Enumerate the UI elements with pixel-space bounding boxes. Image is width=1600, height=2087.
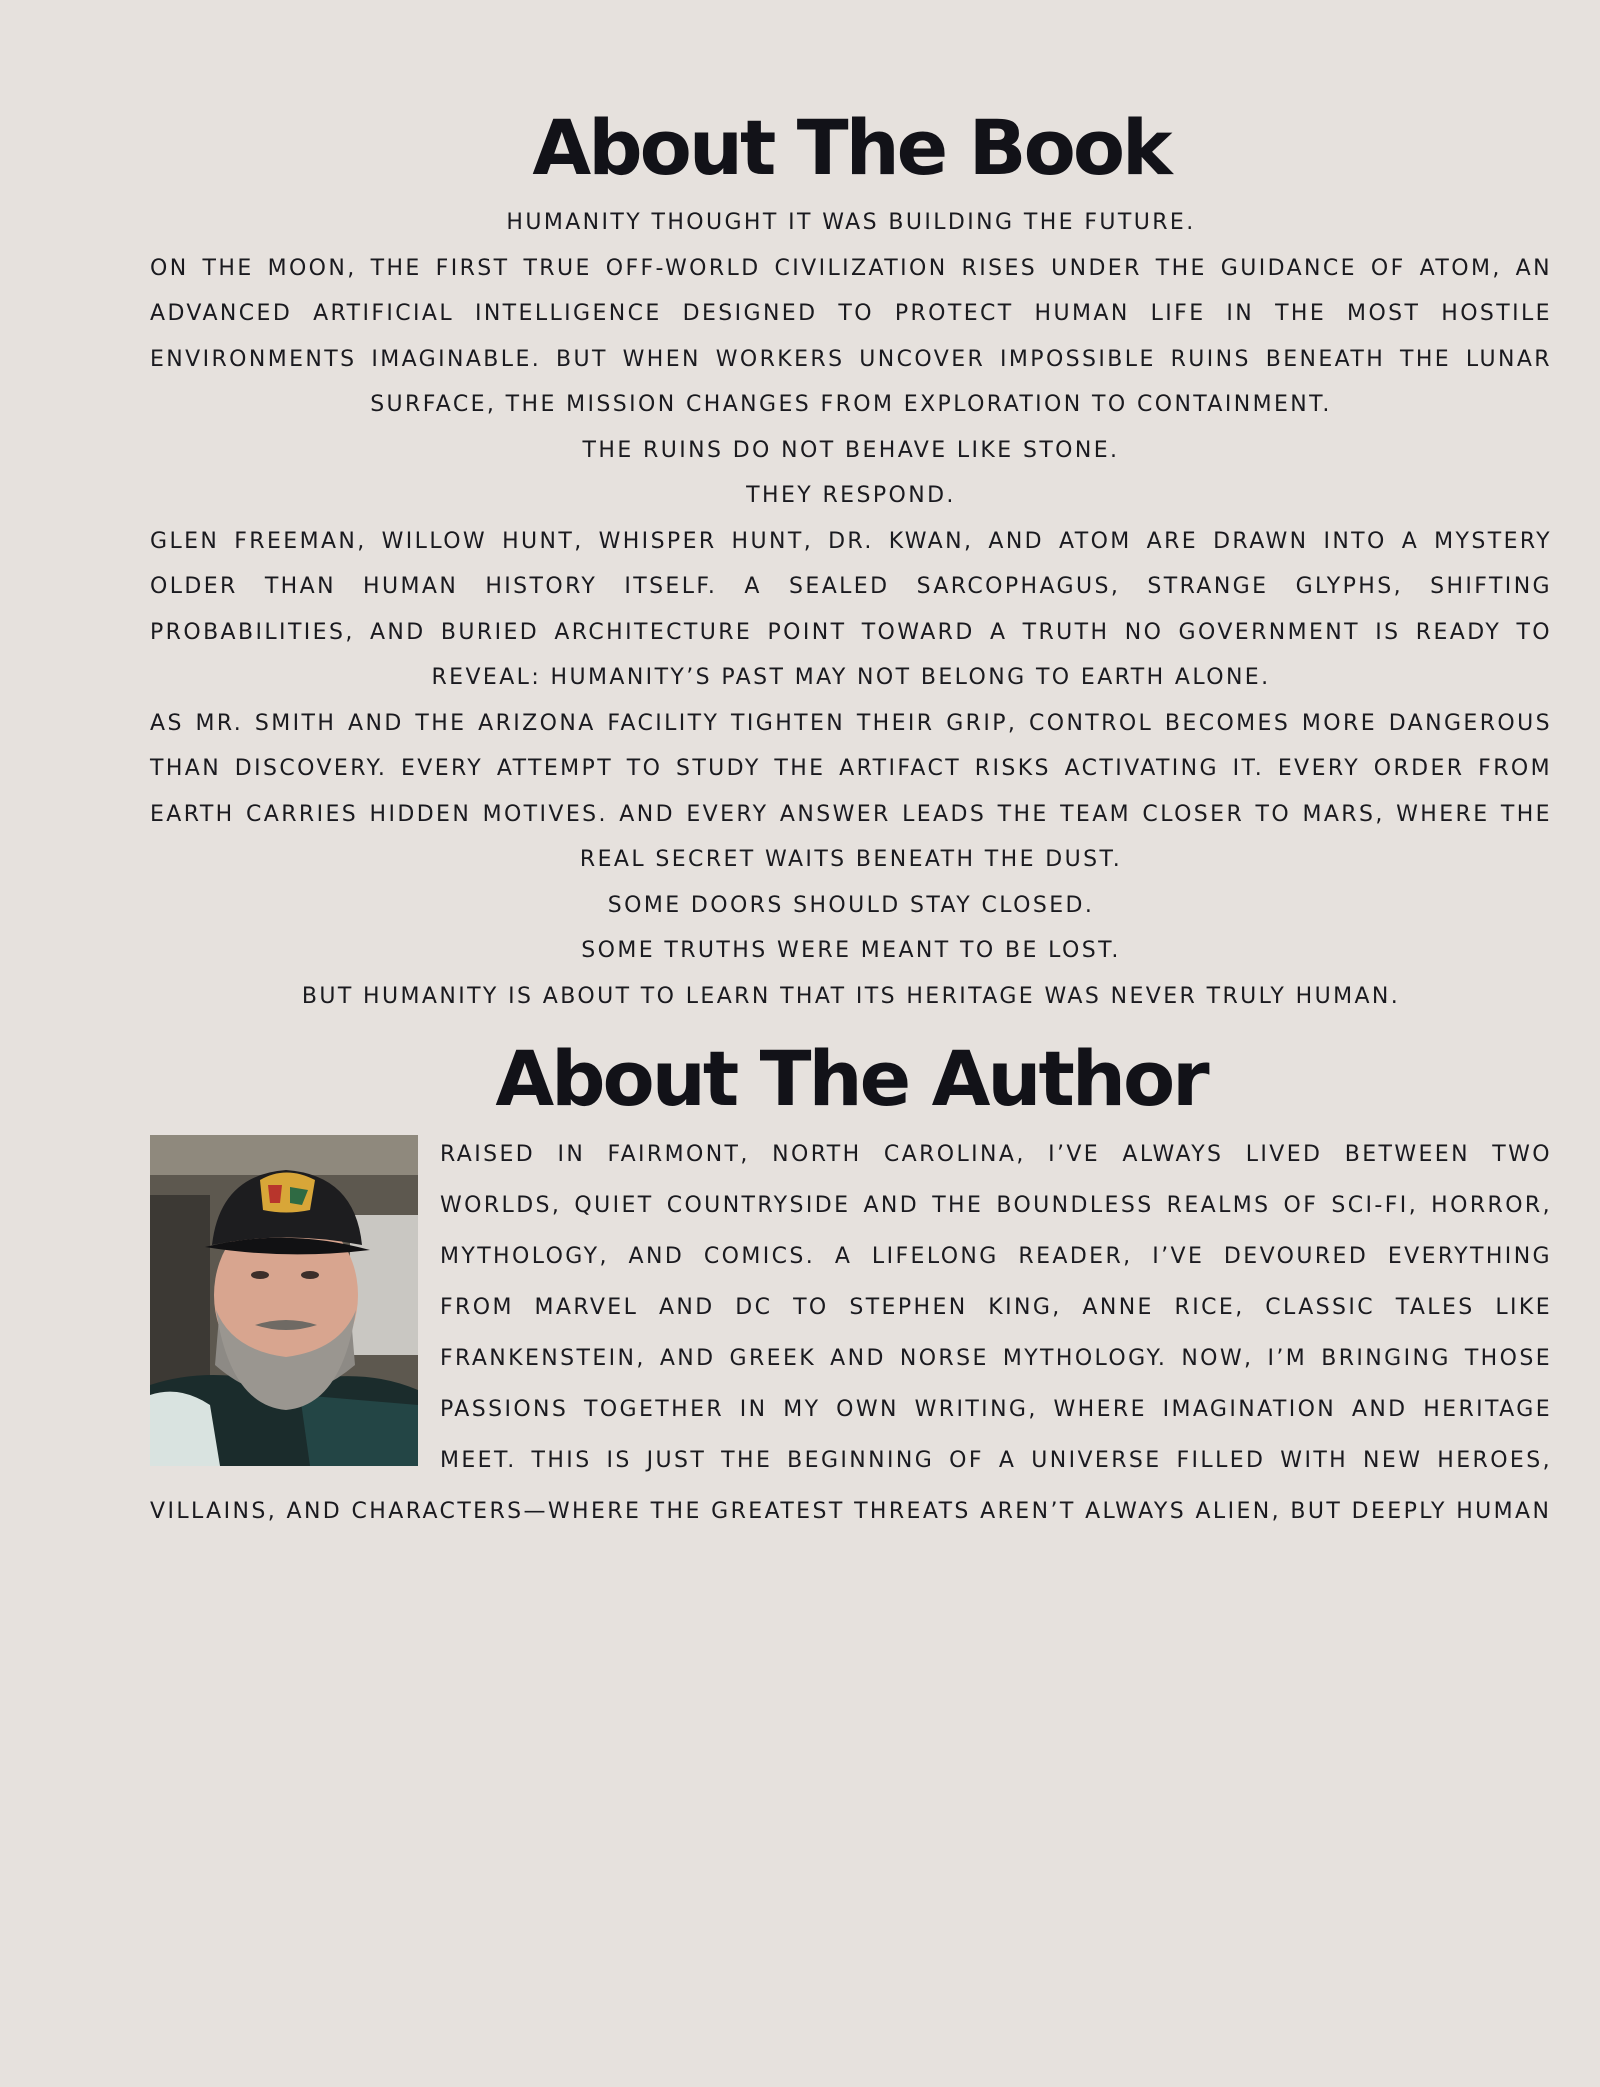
- author-bio: RAISED IN FAIRMONT, NORTH CAROLINA, I’VE ALWAYS LIVED BETWEEN TWO WORLDS, QUIET COUNTRYSIDE AND THE BOUNDLESS REALMS OF SCI-FI, HORROR, MYTHOLOGY, AND COMICS. A LIFELONG READER, I’VE DEVOURED EVERYTHING FROM MARVEL AND DC TO STEPHEN KING, ANNE RICE, CLASSIC TALES LIKE FRANKENSTEIN, AND GREEK AND NORSE MYTHOLOGY. NOW, I’M BRINGING THOSE PASSIONS TOGETHER IN MY OWN WRITING, WHERE IMAGINATION AND HERITAGE MEET. THIS IS JUST THE BEGINNING OF A UNIVERSE FILLED WITH NEW HEROES, VILLAINS, AND CHARACTERS—WHERE THE GREATEST THREATS AREN’T ALWAYS ALIEN, BUT DEEPLY HUMAN: [150, 1142, 1552, 1524]
- book-paragraph: AS MR. SMITH AND THE ARIZONA FACILITY TIGHTEN THEIR GRIP, CONTROL BECOMES MORE DANGEROUS THAN DISCOVERY. EVERY ATTEMPT TO STUDY THE ARTIFACT RISKS ACTIVATING IT. EVERY ORDER FROM EARTH CARRIES HIDDEN MOTIVES. AND EVERY ANSWER LEADS THE TEAM CLOSER TO MARS, WHERE THE REAL SECRET WAITS BENEATH THE DUST.: [150, 710, 1552, 872]
- book-paragraph: HUMANITY THOUGHT IT WAS BUILDING THE FUTURE.: [506, 210, 1196, 235]
- book-paragraph: SOME DOORS SHOULD STAY CLOSED.: [607, 892, 1095, 918]
- book-paragraph: GLEN FREEMAN, WILLOW HUNT, WHISPER HUNT, DR. KWAN, AND ATOM ARE DRAWN INTO A MYSTERY OLDER THAN HUMAN HISTORY ITSELF. A SEALED SARCOPHAGUS, STRANGE GLYPHS, SHIFTING PROBABILITIES, AND BURIED ARCHITECTURE POINT TOWARD A TRUTH NO GOVERNMENT IS READY TO REVEAL: HUMANITY’S PAST MAY NOT BELONG TO EARTH ALONE.: [150, 528, 1552, 690]
- book-paragraph: BUT HUMANITY IS ABOUT TO LEARN THAT ITS HERITAGE WAS NEVER TRULY HUMAN.: [301, 983, 1401, 1009]
- book-paragraph: SOME TRUTHS WERE MEANT TO BE LOST.: [581, 938, 1121, 963]
- book-paragraph: ON THE MOON, THE FIRST TRUE OFF-WORLD CIVILIZATION RISES UNDER THE GUIDANCE OF ATOM, AN ADVANCED ARTIFICIAL INTELLIGENCE DESIGNED TO PROTECT HUMAN LIFE IN THE MOST HOSTILE ENVIRONMENTS IMAGINABLE. BUT WHEN WORKERS UNCOVER IMPOSSIBLE RUINS BENEATH THE LUNAR SURFACE, THE MISSION CHANGES FROM EXPLORATION TO CONTAINMENT.: [150, 255, 1552, 417]
- author-photo: [150, 1135, 418, 1466]
- about-book-heading: About The Book: [532, 103, 1170, 192]
- book-paragraph: THEY RESPOND.: [746, 483, 956, 508]
- about-author-body: [150, 1129, 1552, 1537]
- about-author-heading: About The Author: [495, 1034, 1207, 1123]
- book-paragraph: THE RUINS DO NOT BEHAVE LIKE STONE.: [582, 437, 1120, 463]
- page: [150, 0, 1552, 1537]
- about-book-body: [150, 200, 1552, 1019]
